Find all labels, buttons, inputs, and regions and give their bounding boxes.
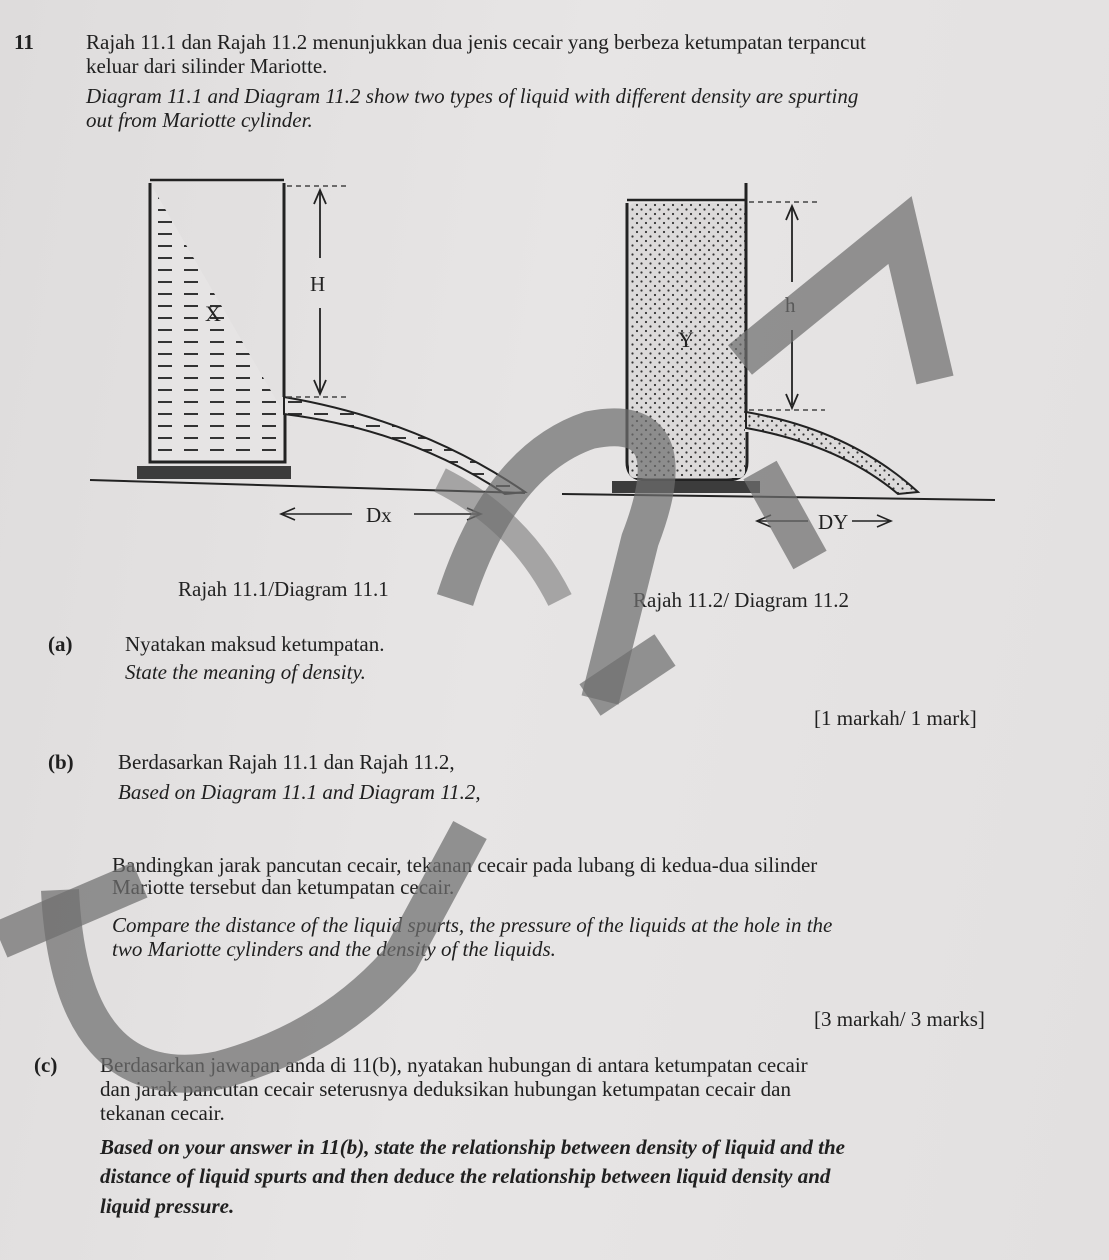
watermark-stroke-0 bbox=[590, 650, 665, 700]
question-number: 11 bbox=[14, 30, 34, 54]
part-b-text-malay-line2: Mariotte tersebut dan ketumpatan cecair. bbox=[112, 875, 455, 899]
part-b-text-malay-line1: Bandingkan jarak pancutan cecair, tekanan cecair pada lubang di kedua-dua silinder bbox=[112, 853, 818, 877]
part-c-text-english-line2: distance of liquid spurts and then deduce the relationship between liquid density and bbox=[100, 1164, 831, 1188]
part-a-label: (a) bbox=[48, 632, 73, 656]
part-b-text-english-line1: Compare the distance of the liquid spurts, the pressure of the liquids at the hole in the bbox=[112, 913, 833, 937]
part-b-intro-malay: Berdasarkan Rajah 11.1 dan Rajah 11.2, bbox=[118, 750, 455, 774]
part-c-text-malay-line2: dan jarak pancutan cecair seterusnya deduksikan hubungan ketumpatan cecair dan bbox=[100, 1077, 791, 1101]
part-b-text-english-line2: two Mariotte cylinders and the density of the liquids. bbox=[112, 937, 556, 961]
part-a-text-malay: Nyatakan maksud ketumpatan. bbox=[125, 632, 385, 656]
part-a-marks: [1 markah/ 1 mark] bbox=[814, 706, 977, 730]
water-jet-y bbox=[746, 412, 918, 494]
intro-malay-line2: keluar dari silinder Mariotte. bbox=[86, 54, 328, 78]
height-label-h: H bbox=[310, 272, 326, 296]
distance-label-dx: Dx bbox=[366, 503, 392, 527]
intro-malay-line1: Rajah 11.1 dan Rajah 11.2 menunjukkan dua jenis cecair yang berbeza ketumpatan terpancut bbox=[86, 30, 866, 54]
caption-diagram-11-1: Rajah 11.1/Diagram 11.1 bbox=[178, 577, 389, 601]
part-c-text-english-line3: liquid pressure. bbox=[100, 1194, 235, 1218]
part-c-label: (c) bbox=[34, 1053, 58, 1077]
intro-english-line1: Diagram 11.1 and Diagram 11.2 show two types of liquid with different density are spurting bbox=[86, 84, 859, 108]
ground-line-y bbox=[562, 494, 995, 500]
part-c-text-english-line1: Based on your answer in 11(b), state the relationship between density of liquid and the bbox=[100, 1135, 845, 1159]
part-c-text-malay-line3: tekanan cecair. bbox=[100, 1101, 225, 1125]
part-b-intro-english: Based on Diagram 11.1 and Diagram 11.2, bbox=[118, 780, 481, 804]
diagram-11-2 bbox=[0, 0, 1109, 620]
liquid-label-y: Y bbox=[678, 327, 694, 352]
part-b-label: (b) bbox=[48, 750, 74, 774]
part-b-marks: [3 markah/ 3 marks] bbox=[814, 1007, 985, 1031]
distance-label-dy: DY bbox=[818, 510, 849, 534]
part-c-text-malay-line1: Berdasarkan jawapan anda di 11(b), nyatakan hubungan di antara ketumpatan cecair bbox=[100, 1053, 808, 1077]
liquid-label-x: X bbox=[205, 301, 221, 326]
part-a-text-english: State the meaning of density. bbox=[125, 660, 366, 684]
intro-english-line2: out from Mariotte cylinder. bbox=[86, 108, 313, 132]
caption-diagram-11-2: Rajah 11.2/ Diagram 11.2 bbox=[633, 588, 849, 612]
height-label-h-small: h bbox=[785, 293, 796, 317]
